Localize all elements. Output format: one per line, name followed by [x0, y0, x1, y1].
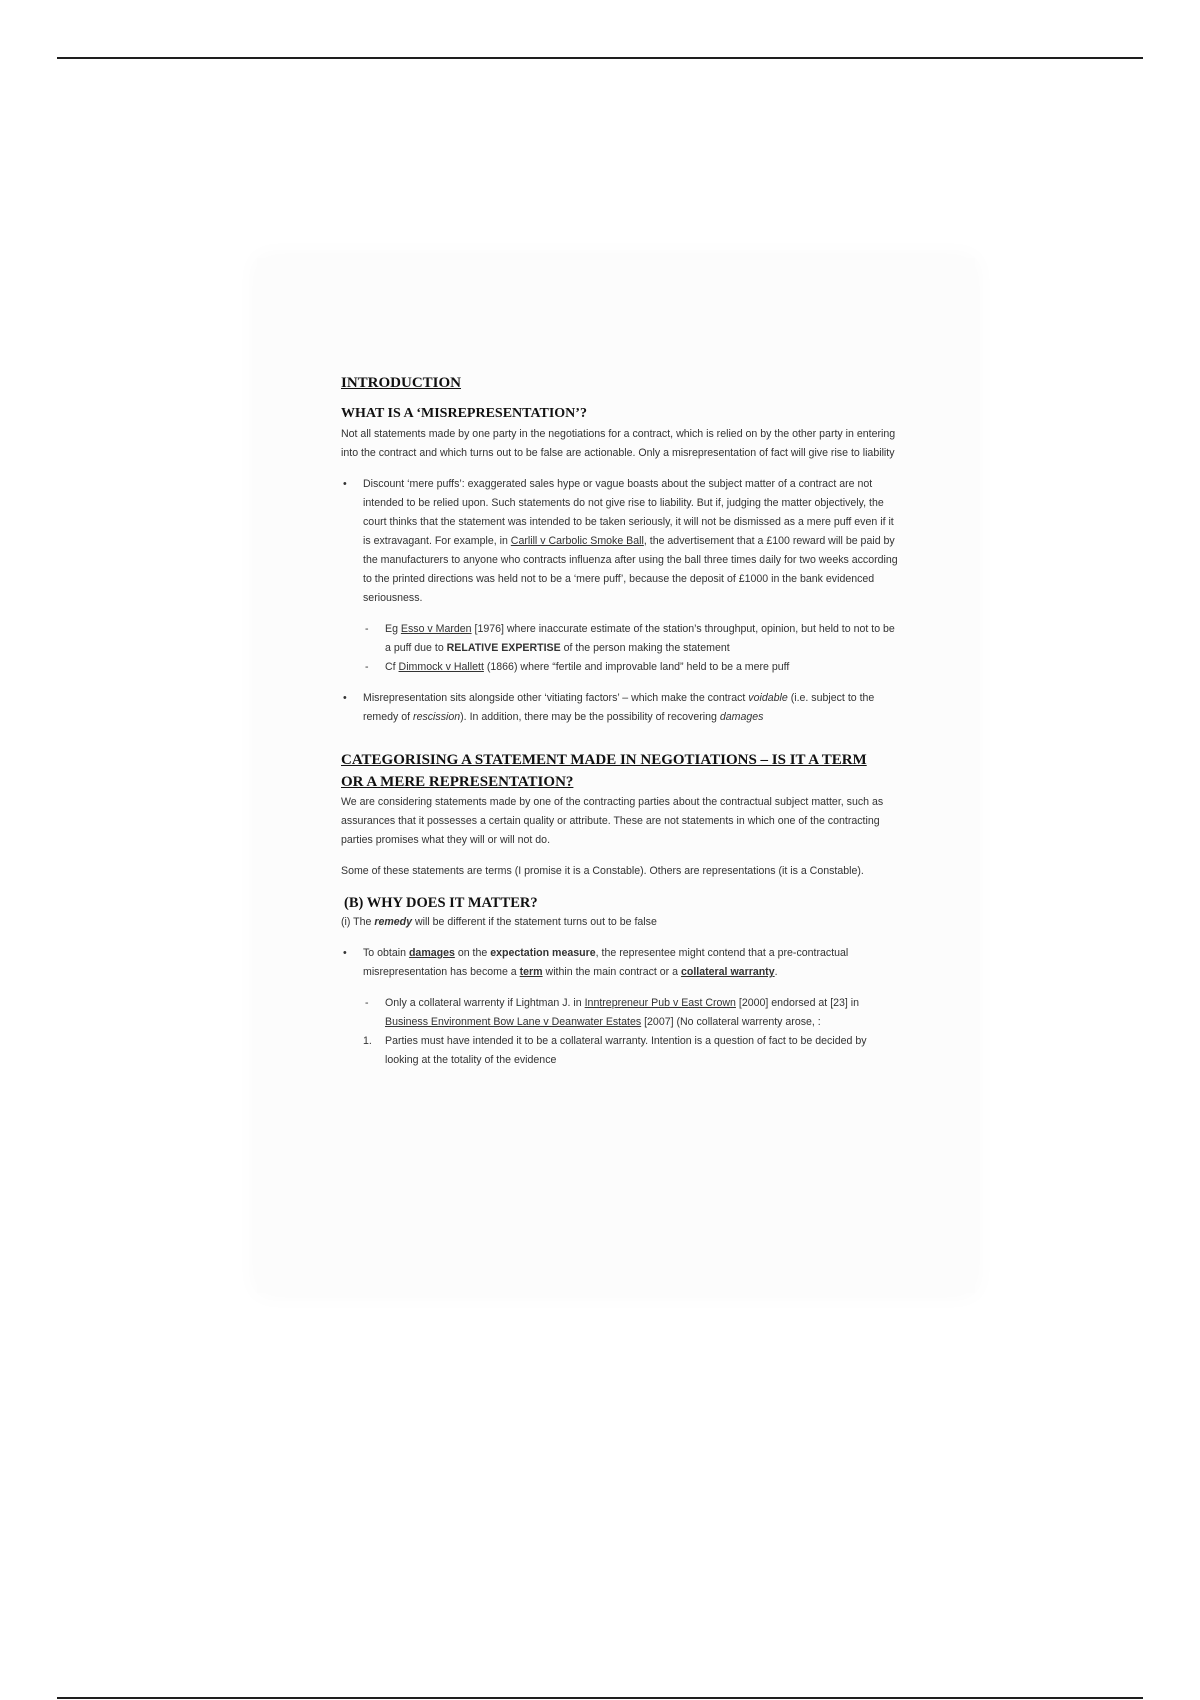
dash-text: [2000] endorsed at [23] in [735, 997, 860, 1009]
dash-text: (1866) where “fertile and improvable land” held to be a mere puff [483, 661, 790, 673]
bullet-text: (i.e. subject to the remedy of [363, 692, 875, 723]
bullet-text: Misrepresentation sits alongside other ‘vitiating factors’ – which make the contract [363, 692, 749, 704]
categorising-heading [341, 749, 898, 793]
what-heading: WHAT IS A ‘MISREPRESENTATION’? [341, 406, 587, 421]
intro-heading: INTRODUCTION [341, 375, 462, 391]
number-marker: 1. [363, 1035, 372, 1047]
dash-text: Only a collateral warrenty if Lightman J. in [385, 997, 585, 1009]
case-name: Inntrepreneur Pub v East Crown [584, 997, 736, 1009]
numbered-text: Parties must have intended it to be a collateral warranty. Intention is a question of fact to be decided by looking at the totality of the evidence [385, 1035, 867, 1066]
bullet-marker: • [343, 478, 347, 490]
emphasis-text: collateral warranty [680, 966, 775, 978]
dash-text: of the person making the statement [560, 642, 730, 654]
bullet-text: , the advertisement that a £100 reward will be paid by the manufacturers to anyone who contracts influenza after using the ball three times daily for two weeks according to the printed directions was held not to be a ‘mere puff’, because the deposit of £1000 in the bank evidenced seriousness. [363, 535, 898, 604]
italic-term: damages [719, 711, 764, 723]
case-name: Business Environment Bow Lane v Deanwater Estates [385, 1016, 642, 1028]
list-item [363, 658, 898, 677]
bullet-text: To obtain [363, 947, 409, 959]
italic-term: rescission [413, 711, 461, 723]
dash-list-2 [363, 994, 898, 1032]
bullet-list-1 [341, 475, 898, 608]
italic-term: voidable [748, 692, 788, 704]
bullet-list-3 [341, 944, 898, 982]
bottom-rule [57, 1697, 1143, 1699]
why-line [341, 913, 898, 932]
emphasis-text: term [519, 966, 543, 978]
bullet-text: Discount ‘mere puffs’: exaggerated sales hype or vague boasts about the subject matter of a contract are not intended to be relied upon. Such statements do not give rise to liability. But if, judging the matter objectively, the court thinks that the statement was intended to be taken seriously, it will not be dismissed as a mere puff even if it is extravagant. For example, in [363, 478, 894, 547]
list-item [363, 620, 898, 658]
bullet-text: within the main contract or a [542, 966, 681, 978]
emphasis-text: RELATIVE EXPERTISE [446, 642, 561, 654]
dash-marker: - [365, 661, 369, 673]
bullet-marker: • [343, 692, 347, 704]
why-text: (i) The [341, 916, 375, 928]
bullet-text: . [774, 966, 778, 978]
bullet-text: ). In addition, there may be the possibility of recovering [460, 711, 720, 723]
list-item [341, 944, 898, 982]
dash-text: [1976] where inaccurate estimate of the station’s throughput, opinion, but held to not to be a puff due to [385, 623, 895, 654]
dash-text: Eg [385, 623, 401, 635]
categorising-heading-line-2: OR A MERE REPRESENTATION? [341, 774, 574, 790]
list-item [341, 689, 898, 727]
emphasis-text: remedy [374, 916, 413, 928]
dash-marker: - [365, 623, 369, 635]
emphasis-text: expectation measure [490, 947, 596, 959]
document-content [341, 372, 898, 1070]
categorising-heading-line-1: CATEGORISING A STATEMENT MADE IN NEGOTIATIONS – IS IT A TERM [341, 752, 867, 768]
what-paragraph: Not all statements made by one party in the negotiations for a contract, which is relied on by the other party in entering into the contract and which turns out to be false are actionable. Only a misrepresentation of fact will give rise to liability [341, 428, 896, 459]
bullet-list-2 [341, 689, 898, 727]
numbered-list [363, 1032, 898, 1070]
case-name: Carlill v Carbolic Smoke Ball [510, 535, 644, 547]
why-text: will be different if the statement turns out to be false [412, 916, 657, 928]
list-item [341, 475, 898, 608]
bullet-text: on the [454, 947, 491, 959]
bullet-marker: • [343, 947, 347, 959]
bullet-text: , the representee might contend that a pre-contractual misrepresentation has become a [363, 947, 849, 978]
dash-text: Cf [385, 661, 399, 673]
case-name: Esso v Marden [400, 623, 472, 635]
categorising-paragraph-2: Some of these statements are terms (I promise it is a Constable). Others are representations (it is a Constable). [341, 865, 864, 877]
emphasis-text: damages [408, 947, 455, 959]
list-item [363, 994, 898, 1032]
dash-list-1 [363, 620, 898, 677]
why-heading: (B) WHY DOES IT MATTER? [344, 895, 538, 911]
categorising-paragraph-1: We are considering statements made by one of the contracting parties about the contractual subject matter, such as assurances that it possesses a certain quality or attribute. These are not statements in which one of the contracting parties promises what they will or will not do. [341, 796, 884, 846]
top-rule [57, 57, 1143, 59]
case-name: Dimmock v Hallett [398, 661, 484, 673]
dash-text: [2007] (No collateral warrenty arose, : [641, 1016, 821, 1028]
list-item [363, 1032, 898, 1070]
dash-marker: - [365, 997, 369, 1009]
